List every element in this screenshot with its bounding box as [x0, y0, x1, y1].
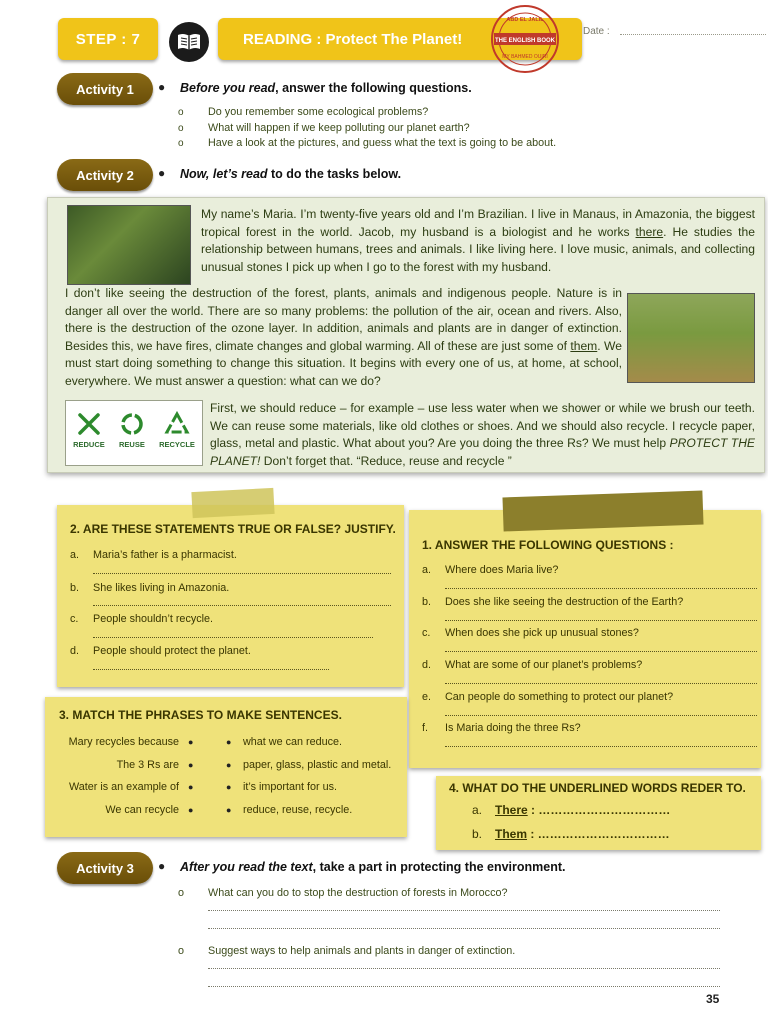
paragraph-1: My name’s Maria. I’m twenty-five years old and I’m Brazilian. I live in Manaus, in Amazonia, the biggest tropical forest in the world. Jacob, my husband is a biologist and he works there. He studies the relationship between humans, trees and animals. I like living here. I love music, animals, and collecting unusual stones I pick up when I go to the forest with my husband. — [201, 207, 755, 274]
step-label: STEP : 7 — [58, 18, 158, 60]
answer-line[interactable] — [445, 715, 757, 716]
match-dot[interactable]: ● — [188, 737, 194, 747]
paragraph-3: First, we should reduce – for example – use less water when we shower or while we brush our teeth. We can reuse some materials, like old clothes or shoes. And we should also recycle. I recycle paper, glass, metal and plastic. What about you? Are you doing the three Rs? We must help PROTECT THE PLANET! Don’t forget that. “Reduce, reuse and recycle ” — [210, 401, 755, 468]
task-2-letter-a: a. — [70, 549, 80, 561]
farm-photo — [627, 293, 755, 383]
match-right-4: reduce, reuse, recycle. — [243, 804, 353, 816]
task-4-item-b: Them : …………………………… — [495, 827, 670, 841]
answer-line[interactable] — [445, 588, 757, 589]
task-1-letter-f: f. — [422, 722, 428, 734]
match-left-1: Mary recycles because — [68, 736, 179, 748]
task-2-letter-d: d. — [70, 645, 80, 657]
bullet-icon: ● — [158, 80, 166, 94]
match-right-3: it’s important for us. — [243, 781, 338, 793]
task-1-letter-b: b. — [422, 596, 432, 608]
date-field[interactable] — [620, 34, 766, 35]
answer-line[interactable] — [445, 746, 757, 747]
task-2-item-c: People shouldn’t recycle. — [93, 613, 214, 625]
task-4-item-a: There : …………………………… — [495, 803, 671, 817]
tape — [502, 491, 703, 532]
task-4-letter-a: a. — [472, 803, 483, 817]
list-item: o Have a look at the pictures, and guess what the text is going to be about. — [178, 136, 556, 152]
match-dot[interactable]: ● — [188, 782, 194, 792]
date-label: Date : — [583, 26, 610, 37]
task-1-letter-e: e. — [422, 691, 432, 703]
task-3-title: 3. MATCH THE PHRASES TO MAKE SENTENCES. — [59, 708, 342, 722]
bullet-icon: ● — [158, 166, 166, 180]
answer-line[interactable] — [93, 637, 373, 638]
answer-line[interactable] — [93, 605, 391, 606]
reuse-icon: REUSE — [119, 411, 145, 449]
activity-3-question-2: o Suggest ways to help animals and plants in danger of extinction. — [178, 945, 516, 957]
task-1-item-d: What are some of our planet’s problems? — [445, 659, 643, 671]
match-right-2: paper, glass, plastic and metal. — [243, 759, 392, 771]
activity-3-label: Activity 3 — [57, 852, 153, 884]
match-right-1: what we can reduce. — [243, 736, 343, 748]
match-left-4: We can recycle — [105, 804, 179, 816]
answer-line[interactable] — [208, 968, 720, 969]
answer-line[interactable] — [445, 651, 757, 652]
activity-3-question-1: o What can you do to stop the destruction of forests in Morocco? — [178, 887, 508, 899]
activity-2-instruction: Now, let’s read to do the tasks below. — [180, 167, 402, 181]
task-1-item-e: Can people do something to protect our planet? — [445, 691, 674, 703]
bullet-icon: ● — [158, 859, 166, 873]
match-dot[interactable]: ● — [226, 737, 232, 747]
match-dot[interactable]: ● — [226, 782, 232, 792]
svg-text:MY BAHMED OUIRI: MY BAHMED OUIRI — [502, 54, 548, 60]
stamp-icon — [490, 4, 560, 74]
tape — [191, 488, 274, 518]
task-2-letter-b: b. — [70, 582, 80, 594]
answer-line[interactable] — [208, 986, 720, 987]
match-dot[interactable]: ● — [188, 805, 194, 815]
task-1-item-c: When does she pick up unusual stones? — [445, 627, 639, 639]
task-4-letter-b: b. — [472, 827, 483, 841]
task-1-item-f: Is Maria doing the three Rs? — [445, 722, 581, 734]
svg-text:ABD EL JALIL: ABD EL JALIL — [506, 17, 544, 23]
answer-line[interactable] — [93, 573, 391, 574]
reading-text-panel — [47, 197, 765, 473]
activity-1-instruction: Before you read, answer the following questions. — [180, 81, 472, 95]
activity-2-label: Activity 2 — [57, 159, 153, 191]
task-2-item-a: Maria’s father is a pharmacist. — [93, 549, 237, 561]
task-1-title: 1. ANSWER THE FOLLOWING QUESTIONS : — [422, 538, 674, 552]
answer-line[interactable] — [445, 620, 757, 621]
task-1-item-b: Does she like seeing the destruction of the Earth? — [445, 596, 684, 608]
match-left-3: Water is an example of — [68, 781, 179, 793]
task-4-title: 4. WHAT DO THE UNDERLINED WORDS REDER TO. — [449, 781, 746, 795]
reading-title: READING : Protect The Planet! — [218, 18, 582, 60]
book-icon — [169, 22, 209, 62]
svg-text:THE ENGLISH BOOK: THE ENGLISH BOOK — [494, 38, 556, 44]
task-1-letter-a: a. — [422, 564, 432, 576]
answer-line[interactable] — [208, 910, 720, 911]
forest-photo — [67, 205, 191, 285]
recycle-icon: RECYCLE — [159, 411, 195, 449]
task-2-item-d: People should protect the planet. — [93, 645, 251, 657]
match-dot[interactable]: ● — [188, 760, 194, 770]
list-item: o What will happen if we keep polluting our planet earth? — [178, 121, 556, 137]
match-left-2: The 3 Rs are — [116, 759, 179, 771]
task-2-item-b: She likes living in Amazonia. — [93, 582, 230, 594]
match-dot[interactable]: ● — [226, 805, 232, 815]
task-1-letter-c: c. — [422, 627, 431, 639]
answer-line[interactable] — [208, 928, 720, 929]
activity-1-questions — [178, 105, 556, 152]
task-1-letter-d: d. — [422, 659, 432, 671]
activity-1-label: Activity 1 — [57, 73, 153, 105]
answer-line[interactable] — [445, 683, 757, 684]
task-1-item-a: Where does Maria live? — [445, 564, 559, 576]
paragraph-2: I don’t like seeing the destruction of the forest, plants, animals and indigenous people. Nature is in danger all over the world. There are so many problems: the pollution of the air, ocean and rivers. Also, there is the destruction of the ozone layer. In addition, animals and plants are in danger of extinction. Besides this, we have fires, climate changes and global warming. All of these are just some of them. We must start doing something to change this situation. It begins with every one of us, at home, at school, everywhere. We must answer a question: what can we do? — [65, 286, 622, 388]
three-rs-logo — [65, 400, 203, 466]
reduce-icon: REDUCE — [73, 411, 105, 449]
list-item: o Do you remember some ecological problems? — [178, 105, 556, 121]
match-dot[interactable]: ● — [226, 760, 232, 770]
task-2-letter-c: c. — [70, 613, 79, 625]
task-2-title: 2. ARE THESE STATEMENTS TRUE OR FALSE? JUSTIFY. — [70, 522, 396, 536]
page-number: 35 — [706, 992, 720, 1006]
activity-3-instruction: After you read the text, take a part in protecting the environment. — [180, 860, 566, 874]
answer-line[interactable] — [93, 669, 329, 670]
